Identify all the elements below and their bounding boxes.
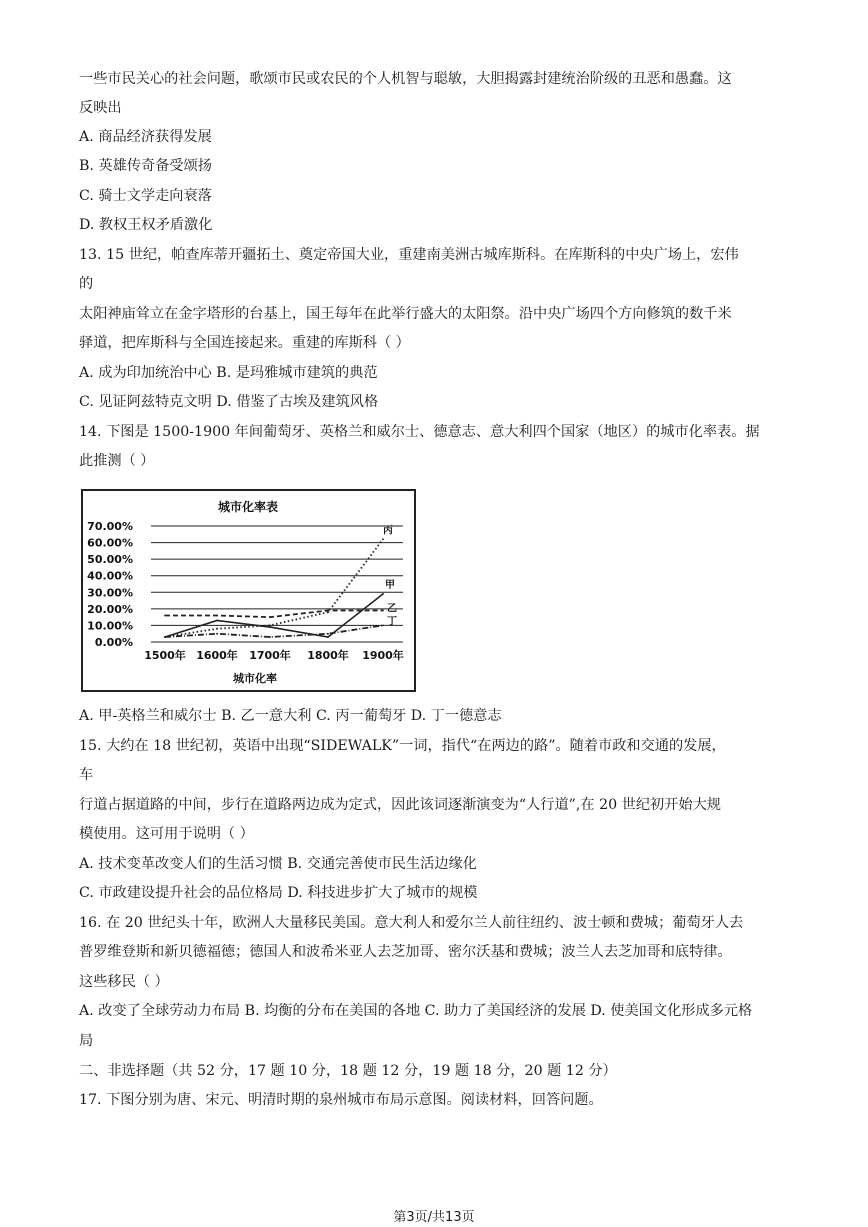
data-point [216,615,218,617]
data-point [269,636,271,638]
text-line: 13. 15 世纪，帕查库蒂开疆拓土、奠定帝国大业，重建南美洲古城库斯科。在库斯科的中央广场上，宏伟 [79,247,739,263]
text-line: A. 商品经济获得发展 [79,129,212,145]
data-point [327,611,329,613]
series-line [165,611,383,618]
data-point [327,633,329,635]
x-axis-label: 城市化率 [233,672,277,685]
text-line: 反映出 [79,100,122,116]
text-line: 此推测（ ） [79,453,155,469]
text-line: C. 骑士文学走向衰落 [79,188,212,204]
text-line: A. 改变了全球劳动力布局 B. 均衡的分布在美国的各地 C. 助力了美国经济的发展 D. 使美国文化形成多元格 [79,1003,753,1019]
series-label: 丙 [383,525,393,537]
data-point [269,625,271,627]
chart-svg [83,491,414,690]
text-line: 17. 下图分别为唐、宋元、明清时期的泉州城市布局示意图。阅读材料，回答问题。 [79,1092,603,1108]
text-line: 车 [79,767,94,783]
text-line: 模使用。这可用于说明（ ） [79,826,254,842]
series-line [165,539,383,637]
y-tick-label: 40.00% [87,569,133,583]
data-point [164,636,166,638]
data-point [164,615,166,617]
data-point [216,620,218,622]
text-line: 15. 大约在 18 世纪初，英语中出现“SIDEWALK”一词，指代“在两边的路”。随着市政和交通的发展， [79,738,726,754]
y-tick-label: 70.00% [87,520,133,533]
x-tick-label: 1900年 [362,649,404,662]
data-point [269,616,271,618]
text-line: A. 技术变革改变人们的生活习惯 B. 交通完善使市民生活边缘化 [79,856,477,872]
text-line: 一些市民关心的社会问题，歌颂市民或农民的个人机智与聪敏，大胆揭露封建统治阶级的丑恶和愚蠢。这 [79,71,732,87]
series-label: 丁 [387,616,397,628]
y-tick-label: 60.00% [87,536,133,550]
data-point [216,633,218,635]
text-line: 16. 在 20 世纪头十年，欧洲人大量移民美国。意大利人和爱尔兰人前往纽约、波士顿和费城；葡萄牙人去 [79,915,744,931]
x-tick-label: 1800年 [307,649,349,662]
text-line: B. 英雄传奇备受颂扬 [79,158,212,174]
urbanization-chart [81,489,416,692]
chart-title: 城市化率表 [217,500,279,514]
data-point [269,626,271,628]
text-line: 14. 下图是 1500-1900 年间葡萄牙、英格兰和威尔士、德意志、意大利四个国家（地区）的城市化率表。据 [79,424,760,440]
text-line: 这些移民（ ） [79,974,169,990]
series-label: 乙 [387,603,397,615]
text-line: 行道占据道路的中间，步行在道路两边成为定式，因此该词逐渐演变为“人行道”,在 20 世纪初开始大规 [79,797,721,813]
data-point [382,625,384,627]
page-footer: 第3页/共13页 [393,1210,475,1225]
data-point [327,636,329,638]
y-tick-label: 30.00% [87,586,133,600]
text-line: C. 见证阿兹特克文明 D. 借鉴了古埃及建筑风格 [79,394,379,410]
data-point [382,538,384,540]
y-tick-label: 10.00% [87,619,133,633]
text-line: C. 市政建设提升社会的品位格局 D. 科技进步扩大了城市的规模 [79,885,478,901]
text-line: A. 甲-英格兰和威尔士 B. 乙一意大利 C. 丙一葡萄牙 D. 丁一德意志 [79,708,502,724]
x-tick-label: 1600年 [196,649,238,662]
text-line: 的 [79,276,94,292]
x-tick-label: 1700年 [249,649,291,662]
text-line: 驿道，把库斯科与全国连接起来。重建的库斯科（ ） [79,335,410,351]
y-tick-label: 20.00% [87,602,133,616]
series-label: 甲 [385,579,395,591]
text-line: 普罗维登斯和新贝德福德；德国人和波希米亚人去芝加哥、密尔沃基和费城；波兰人去芝加哥和底特律。 [79,944,732,960]
text-line: 二、非选择题（共 52 分，17 题 10 分，18 题 12 分，19 题 18 分，20 题 12 分） [79,1063,617,1079]
data-point [382,593,384,595]
data-point [327,610,329,612]
text-line: 局 [79,1033,94,1049]
data-point [382,610,384,612]
text-line: D. 教权王权矛盾激化 [79,217,213,233]
text-line: A. 成为印加统治中心 B. 是玛雅城市建筑的典范 [79,365,378,381]
text-line: 太阳神庙耸立在金字塔形的台基上，国王每年在此举行盛大的太阳祭。沿中央广场四个方向修筑的数千米 [79,306,732,322]
x-tick-label: 1500年 [144,649,186,662]
data-point [216,628,218,630]
y-tick-label: 0.00% [94,636,133,649]
y-tick-label: 50.00% [87,553,133,567]
